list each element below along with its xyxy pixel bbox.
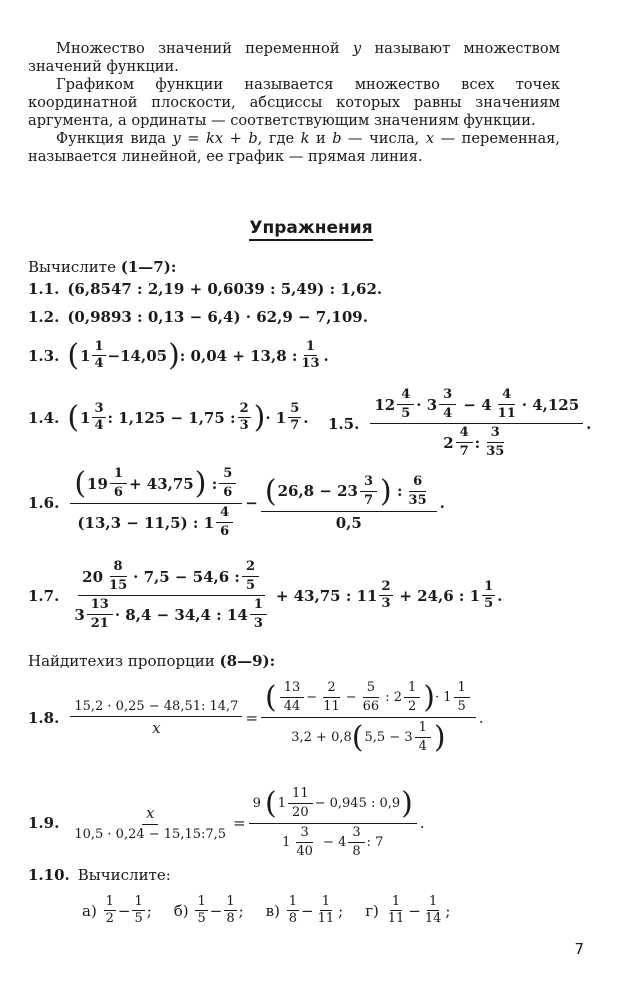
intro-paragraph-3: Функция вида y = kx + b, где k и b — числа, x — переменная, называется линейной, ее график — прямая линия. <box>28 130 561 165</box>
section-heading: Упражнения <box>0 218 622 238</box>
exercise-1-3: 1.3. ( 1 $\frac{1}{4}$ −14,05 ) : 0,04 + 13,8 : $\frac{1}{13}$ . <box>28 338 329 373</box>
exercise-1-10-item-a: а) $\frac{1}{2}$ − $\frac{1}{5}$ ; <box>82 894 152 926</box>
exercise-1-2: 1.2. (0,9893 : 0,13 − 6,4) · 62,9 − 7,109. <box>28 308 368 326</box>
find-instruction: Найдите x из пропорции (8—9): <box>28 652 276 670</box>
exercise-1-9: 1.9. $\frac{x}{10,5 \cdot 0,24 - 15,15:7,5}$ = 9 ( 1 $\frac{11}{20}$ − 0,945 : 0,9 ) 1 $\frac{3}{40}$ − 4 $\frac{3}{8}$ : 7 . <box>28 786 425 859</box>
exercise-1-10: 1.10. Вычислите: <box>28 866 171 884</box>
exercise-1-1: 1.1. (6,8547 : 2,19 + 0,6039 : 5,49) : 1,62. <box>28 280 383 298</box>
exercise-1-10-item-c: в) $\frac{1}{8}$ − $\frac{1}{11}$ ; <box>265 894 344 926</box>
exercise-1-7: 1.7. 20 $\frac{8}{15}$ · 7,5 − 54,6 : $\frac{2}{5}$ 3 $\frac{13}{21}$ · 8,4 − 34,4 : 14 $\frac{1}{3}$ + 43,75 : 11 $\frac{2}{3}$ + 24,6 : 1 $\frac{1}{5}$ . <box>28 559 503 631</box>
compute-instruction: Вычислите (1—7): <box>28 258 177 276</box>
intro-paragraph-2: Графиком функции называется множество всех точек координатной плоскости, абсциссы которых равны значениям аргумента, а ординаты — соответствующим значениям функции. <box>28 76 560 129</box>
exercise-1-4: 1.4. ( 1 $\frac{3}{4}$ : 1,125 − 1,75 : $\frac{2}{3}$ ) · 1 $\frac{5}{7}$ . <box>28 400 309 435</box>
intro-paragraph-1: Множество значений переменной y называют множеством значений функции. <box>28 40 560 75</box>
exercise-1-5: 1.5. 12 $\frac{4}{5}$ · 3 $\frac{3}{4}$ − 4 $\frac{4}{11}$ · 4,125 2 $\frac{4}{7}$ : $\frac{3}{35}$ . <box>328 387 592 459</box>
exercise-1-10-item-d: г) $\frac{1}{11}$ − $\frac{1}{14}$ ; <box>365 894 451 926</box>
exercise-1-10-item-b: б) $\frac{1}{5}$ − $\frac{1}{8}$ ; <box>173 894 244 926</box>
intro-text <box>28 40 560 166</box>
exercise-1-8: 1.8. $\frac{15,2 \cdot 0,25 - 48,51: 14,7}{x}$ = ( $\frac{13}{44}$ − $\frac{2}{11}$ − $\frac{5}{66}$ : 2 $\frac{1}{2}$ ) · 1 $\frac{1}{5}$ 3,2 + 0,8 ( 5,5 − 3 $\frac{1}{4}$ ) . <box>28 680 484 755</box>
exercise-1-6: 1.6. ( 19 $\frac{1}{6}$ + 43,75 ) : $\frac{5}{6}$ (13,3 − 11,5) : 1 $\frac{4}{6}$ − ( 26,8 − 23 $\frac{3}{7}$ ) : $\frac{6}{35}$ 0,5 . <box>28 466 445 539</box>
exercise-1-10-items <box>82 895 472 926</box>
page-number: 7 <box>574 940 584 958</box>
